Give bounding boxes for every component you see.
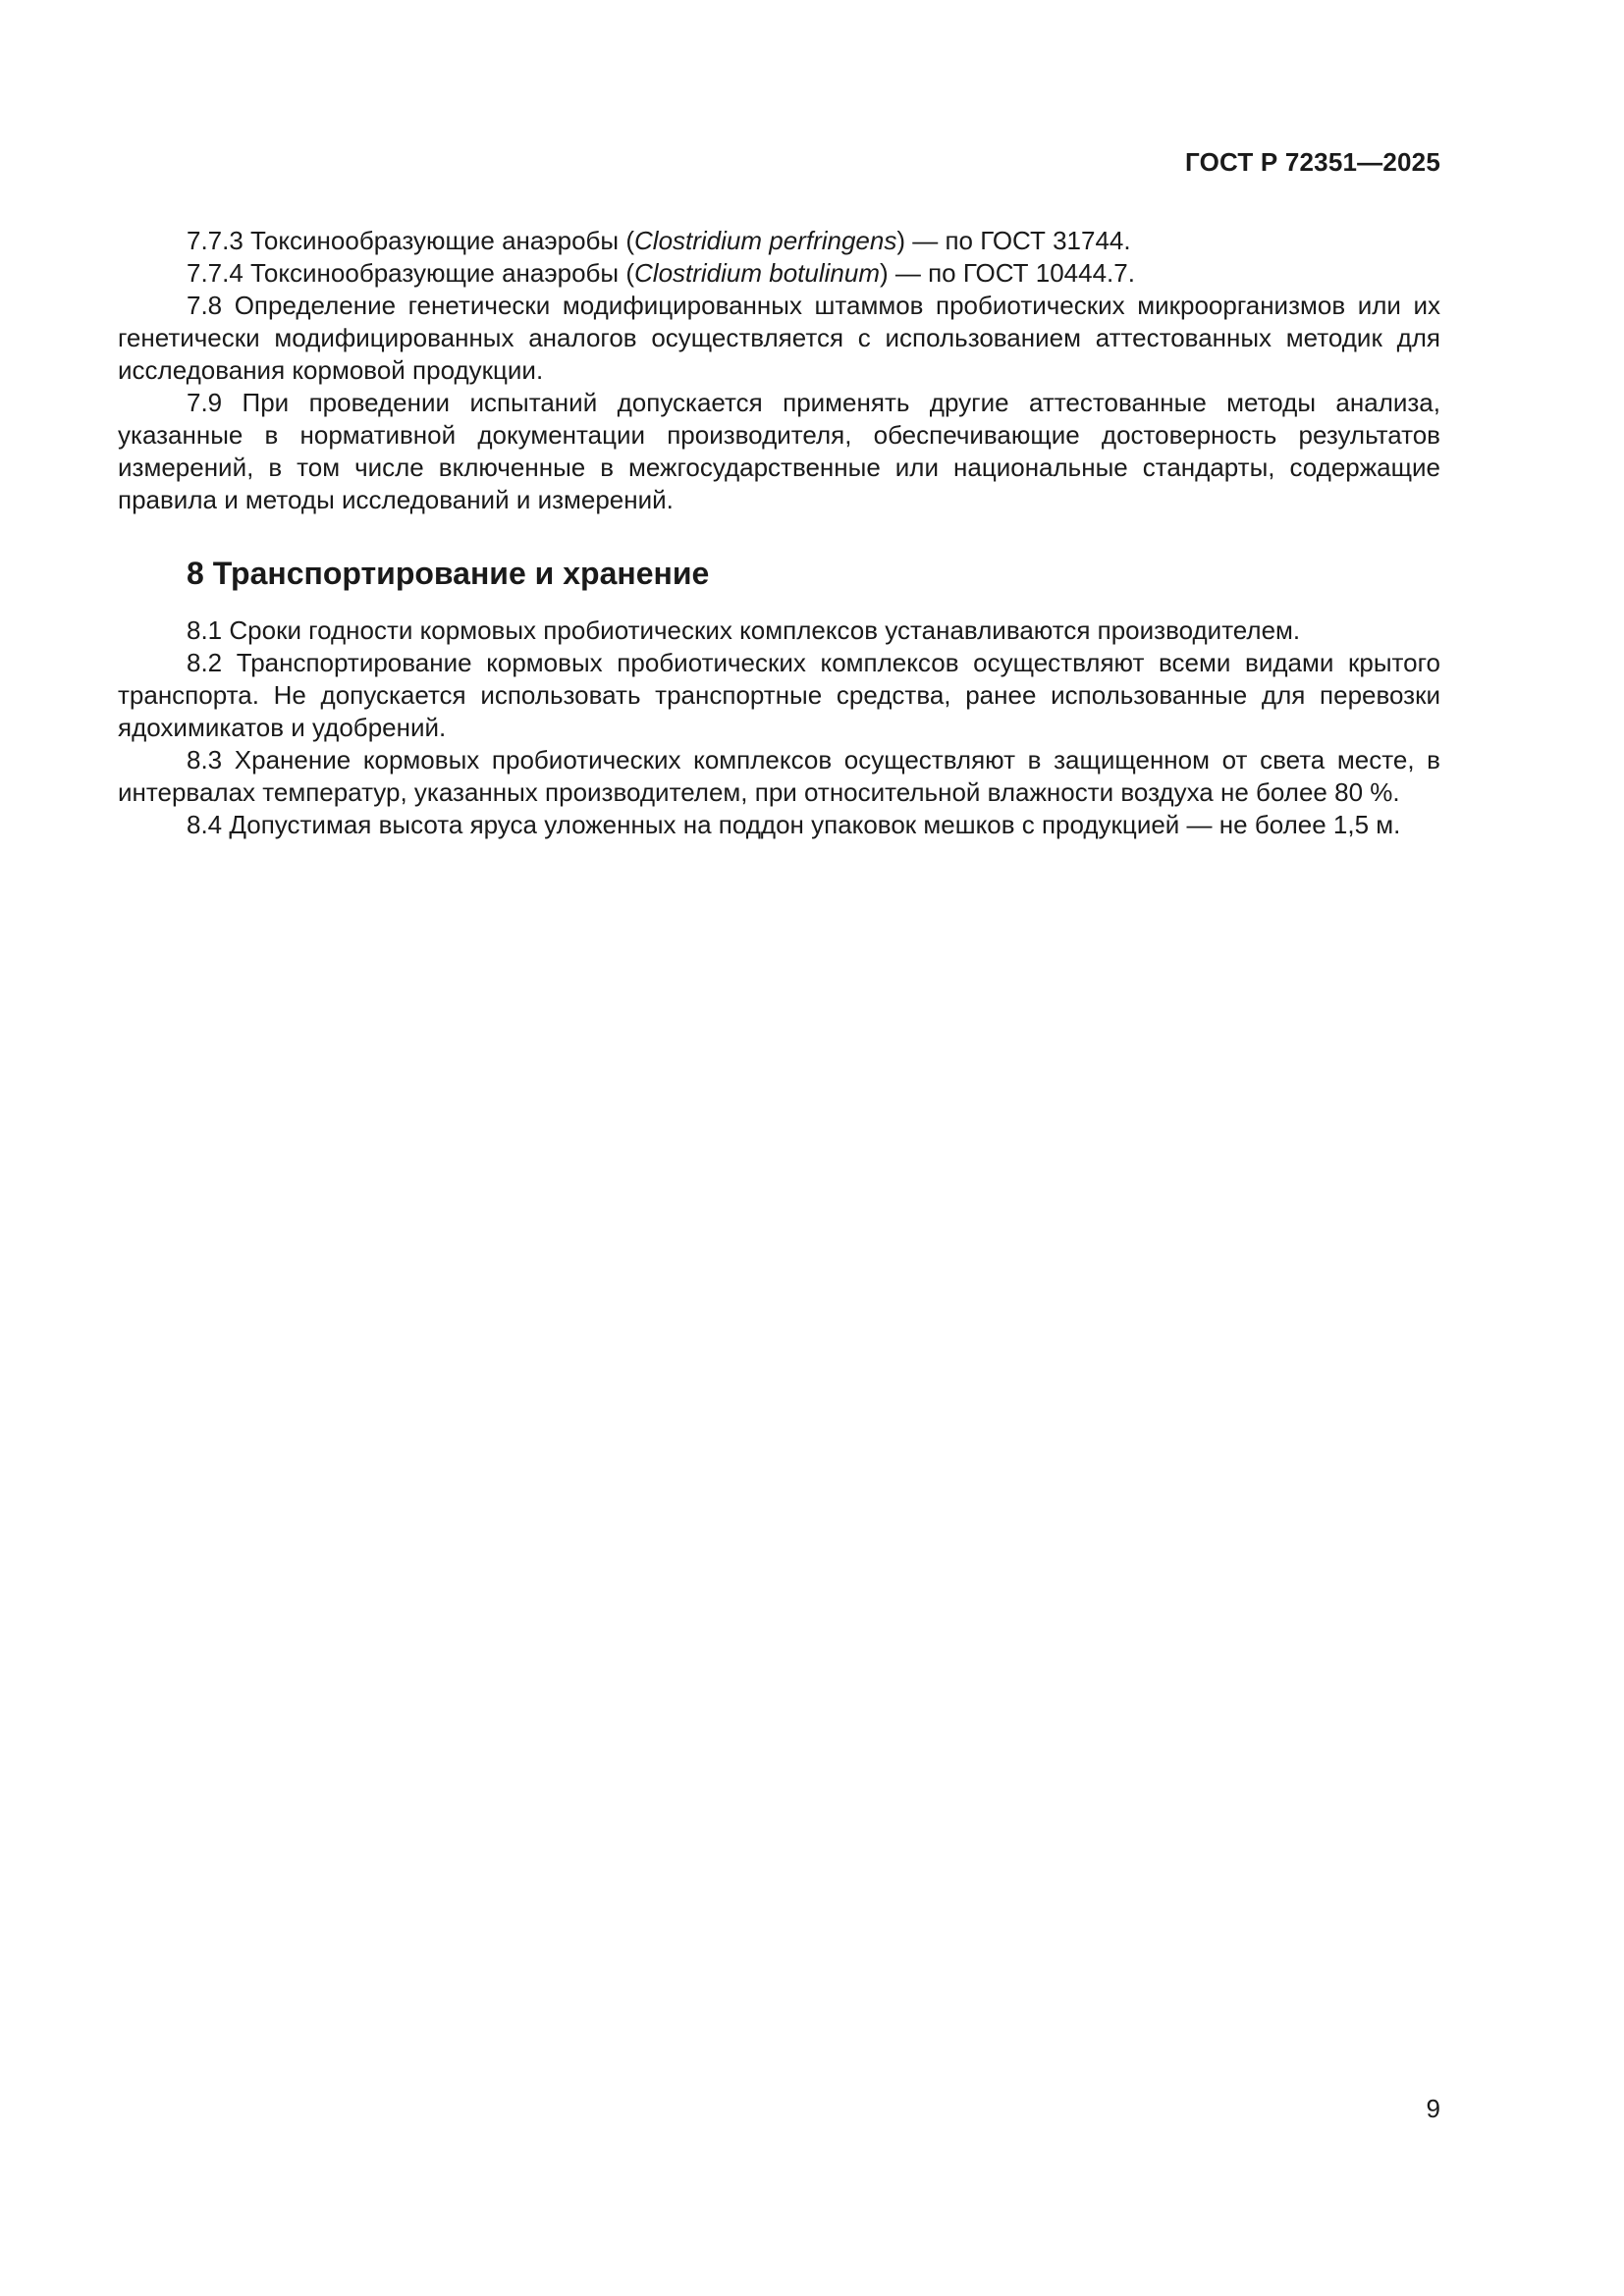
organism-name: Clostridium perfringens — [634, 226, 897, 255]
clause-7-7-3-ref: ) — по ГОСТ 31744. — [896, 226, 1131, 255]
clause-8-2: 8.2 Транспортирование кормовых пробиотических комплексов осуществляют всеми видами крытого транспорта. Не допускается использовать транспортные средства, ранее использованные для перевозки ядохимикатов и удобрений. — [118, 648, 1440, 742]
clause-7-9: 7.9 При проведении испытаний допускается применять другие аттестованные методы анализа, указанные в нормативной документации производителя, обеспечивающие достоверность результатов измерений, в том числе включенные в межгосударственные или национальные стандарты, содержащие правила и методы исследований и измерений. — [118, 388, 1440, 514]
clause-7-7-4 — [118, 257, 1440, 290]
clause-8-3: 8.3 Хранение кормовых пробиотических комплексов осуществляют в защищенном от света месте, в интервалах температур, указанных производителем, при относительной влажности воздуха не более 80 %. — [118, 745, 1440, 807]
clause-7-7-3 — [118, 225, 1440, 257]
clause-7-7-4-ref: ) — по ГОСТ 10444.7. — [880, 258, 1135, 288]
page-content — [118, 225, 1440, 841]
clause-7-7-4-text: 7.7.4 Токсинообразующие анаэробы ( — [187, 258, 635, 288]
clause-8-1: 8.1 Сроки годности кормовых пробиотических комплексов устанавливаются производителем. — [187, 615, 1301, 645]
section-8-heading: 8 Транспортирование и хранение — [187, 556, 710, 591]
clause-8-4: 8.4 Допустимая высота яруса уложенных на поддон упаковок мешков с продукцией — не более 1,5 м. — [187, 810, 1401, 839]
document-code-header: ГОСТ Р 72351—2025 — [1185, 147, 1440, 177]
clause-7-7-3-text: 7.7.3 Токсинообразующие анаэробы ( — [187, 226, 635, 255]
organism-name: Clostridium botulinum — [634, 258, 880, 288]
clause-7-8: 7.8 Определение генетически модифицированных штаммов пробиотических микроорганизмов или их генетически модифицированных аналогов осуществляется с использованием аттестованных методик для исследования кормовой продукции. — [118, 291, 1440, 385]
page-number: 9 — [1426, 2094, 1440, 2123]
